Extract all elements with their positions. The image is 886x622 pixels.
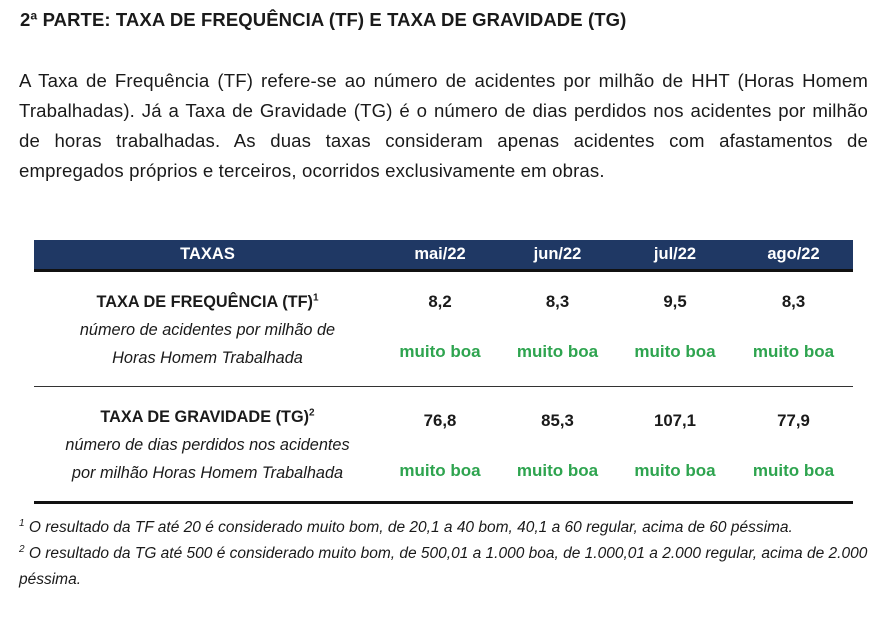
header-taxas: TAXAS xyxy=(34,240,381,271)
status-label: muito boa xyxy=(399,461,481,480)
rate-value: 107,1 xyxy=(654,411,696,430)
table-row-tf xyxy=(34,271,853,387)
table-row-tg xyxy=(34,387,853,503)
rate-name-tf: TAXA DE FREQUÊNCIA (TF)$^1$ xyxy=(96,292,319,311)
footnote-2 xyxy=(19,541,868,593)
rate-value: 8,3 xyxy=(545,292,570,311)
status-label: muito boa xyxy=(634,461,716,480)
rate-value: 76,8 xyxy=(423,411,457,430)
page-title: 2ª PARTE: TAXA DE FREQUÊNCIA (TF) E TAXA DE GRAVIDADE (TG) xyxy=(20,9,627,30)
footnote-1 xyxy=(19,515,868,541)
value-cell xyxy=(616,387,734,503)
status-label: muito boa xyxy=(752,342,835,361)
header-month: jul/22 xyxy=(616,240,734,271)
rate-name-tg: TAXA DE GRAVIDADE (TG)$^2$ xyxy=(100,407,315,426)
rate-label-cell xyxy=(34,387,381,503)
value-cell xyxy=(381,387,499,503)
status-label: muito boa xyxy=(634,342,716,361)
footnote-ref: 2 xyxy=(309,407,315,419)
rate-description: por milhão Horas Homem Trabalhada xyxy=(71,464,344,482)
rate-description: número de dias perdidos nos acidentes xyxy=(65,436,350,454)
status-label: muito boa xyxy=(516,461,599,480)
rates-table xyxy=(34,240,853,504)
rate-value: 8,3 xyxy=(781,292,806,311)
header-month: mai/22 xyxy=(381,240,499,271)
value-cell xyxy=(734,387,853,503)
status-label: muito boa xyxy=(399,342,481,361)
header-month: ago/22 xyxy=(734,240,853,271)
footnote-text: O resultado da TG até 500 é considerado muito bom, de 500,01 a 1.000 boa, de 1.000,01 a 2.000 regular, acima de 2.000 péssima. xyxy=(19,545,868,588)
value-cell xyxy=(616,271,734,387)
footnote-marker: 1 xyxy=(19,517,25,529)
rate-value: 85,3 xyxy=(541,411,574,430)
footnote-text: O resultado da TF até 20 é considerado muito bom, de 20,1 a 40 bom, 40,1 a 60 regular, acima de 60 péssima. xyxy=(24,519,793,536)
footnote-marker: 2 xyxy=(19,543,25,555)
rate-description: número de acidentes por milhão de xyxy=(79,321,336,339)
intro-paragraph: A Taxa de Frequência (TF) refere-se ao número de acidentes por milhão de HHT (Horas Homem Trabalhadas). Já a Taxa de Gravidade (TG) é o número de dias perdidos nos acidentes por milhão de horas trabalhadas. As duas taxas consideram apenas acidentes com afastamentos de empregados próprios e terceiros, ocorridos exclusivamente em obras. xyxy=(19,70,868,181)
rate-description: Horas Homem Trabalhada xyxy=(112,349,303,367)
rate-value: 9,5 xyxy=(663,292,687,311)
footnotes xyxy=(19,515,868,593)
value-cell xyxy=(734,271,853,387)
rate-value: 77,9 xyxy=(777,411,810,430)
value-cell xyxy=(381,271,499,387)
status-label: muito boa xyxy=(752,461,835,480)
value-cell xyxy=(499,271,616,387)
status-label: muito boa xyxy=(516,342,599,361)
rate-label-cell xyxy=(34,271,381,387)
rate-value: 8,2 xyxy=(428,292,452,311)
value-cell xyxy=(499,387,616,503)
footnote-ref: 1 xyxy=(312,292,319,304)
header-month: jun/22 xyxy=(499,240,616,271)
